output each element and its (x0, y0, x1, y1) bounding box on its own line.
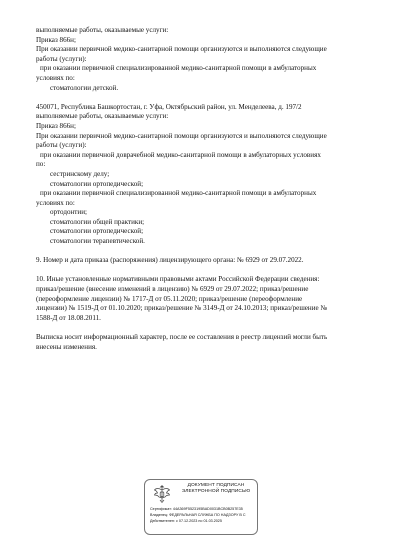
stamp-title (177, 483, 255, 495)
text-line: при оказании первичной специализированной медико-санитарной помощи в амбулаторных (40, 64, 317, 73)
text-line: При оказании первичной медико-санитарной помощи организуются и выполняются следующие (36, 45, 327, 54)
text-line: работы (услуги): (36, 54, 87, 63)
text-line: стоматологии общей практики; (50, 217, 145, 226)
other-info-item (36, 275, 376, 323)
certificate-owner: Владелец: ФЕДЕРАЛЬНАЯ СЛУЖБА ПО НАДЗОРУ В С (150, 513, 246, 517)
text-line: При оказании первичной медико-санитарной помощи организуются и выполняются следующие (36, 131, 327, 140)
text-line: лицензии) № 1519-Д от 01.10.2020; приказ/решение № 3149-Д от 24.10.2013; приказ/решение № (36, 304, 328, 313)
text-line: приказ/решение (внесение изменений в лицензию) № 6929 от 29.07.2022; приказ/решение (36, 285, 309, 294)
coat-of-arms-icon (152, 484, 172, 504)
text-line: выполняемые работы, оказываемые услуги: (36, 112, 169, 121)
text-line: 1588-Д от 18.08.2011. (36, 313, 101, 322)
stamp-title-line: ДОКУМЕНТ ПОДПИСАН (187, 483, 245, 488)
text-line: работы (услуги): (36, 141, 87, 150)
text-line: Выписка носит информационный характер, после ее составления в реестр лицензий могли быть (36, 333, 328, 341)
text-line: стоматологии ортопедической; (50, 179, 144, 188)
text-line: при оказании первичной доврачебной медико-санитарной помощи в амбулаторных условиях (40, 150, 321, 159)
text-line: при оказании первичной специализированной медико-санитарной помощи в амбулаторных (40, 189, 317, 198)
text-line: по: (36, 160, 46, 169)
stamp-details (150, 506, 254, 524)
certificate-number: Сертификат: 44A369F5523195BAD0031BCB0B257E35 (150, 507, 243, 511)
text-line: условиях по: (36, 73, 75, 82)
text-line: стоматологии терапевтической. (50, 237, 145, 246)
text-line: 10. Иные установленные нормативными правовыми актами Российской Федерации сведения: (36, 275, 320, 284)
text-line: Приказ 866н; (36, 121, 76, 130)
order-number-item: 9. Номер и дата приказа (распоряжения) лицензирующего органа: № 6929 от 29.07.2022. (36, 256, 304, 265)
address-line: 450071, Республика Башкортостан, г. Уфа, Октябрьский район, ул. Менделеева, д. 197/2 (36, 102, 302, 111)
section-1 (36, 26, 376, 93)
text-line: Приказ 866н; (36, 35, 76, 44)
text-line: стоматологии детской. (50, 83, 119, 92)
text-line: (переоформление лицензии) № 1717-Д от 05.11.2020; приказ/решение (переоформление (36, 294, 303, 303)
disclaimer-note (36, 333, 376, 352)
text-line: условиях по: (36, 198, 75, 207)
section-2 (36, 103, 376, 247)
text-line: стоматологии ортопедической; (50, 227, 144, 236)
certificate-validity: Действителен: с 07.12.2023 по 01.03.2025 (150, 519, 222, 523)
text-line: ортодонтии; (50, 208, 87, 217)
text-line: выполняемые работы, оказываемые услуги: (36, 26, 169, 34)
electronic-signature-stamp (144, 479, 258, 535)
stamp-title-line: ЭЛЕКТРОННОЙ ПОДПИСЬЮ (181, 489, 251, 494)
document-body (36, 26, 376, 352)
text-line: сестринскому делу; (50, 169, 110, 178)
text-line: внесены изменения. (36, 342, 97, 351)
